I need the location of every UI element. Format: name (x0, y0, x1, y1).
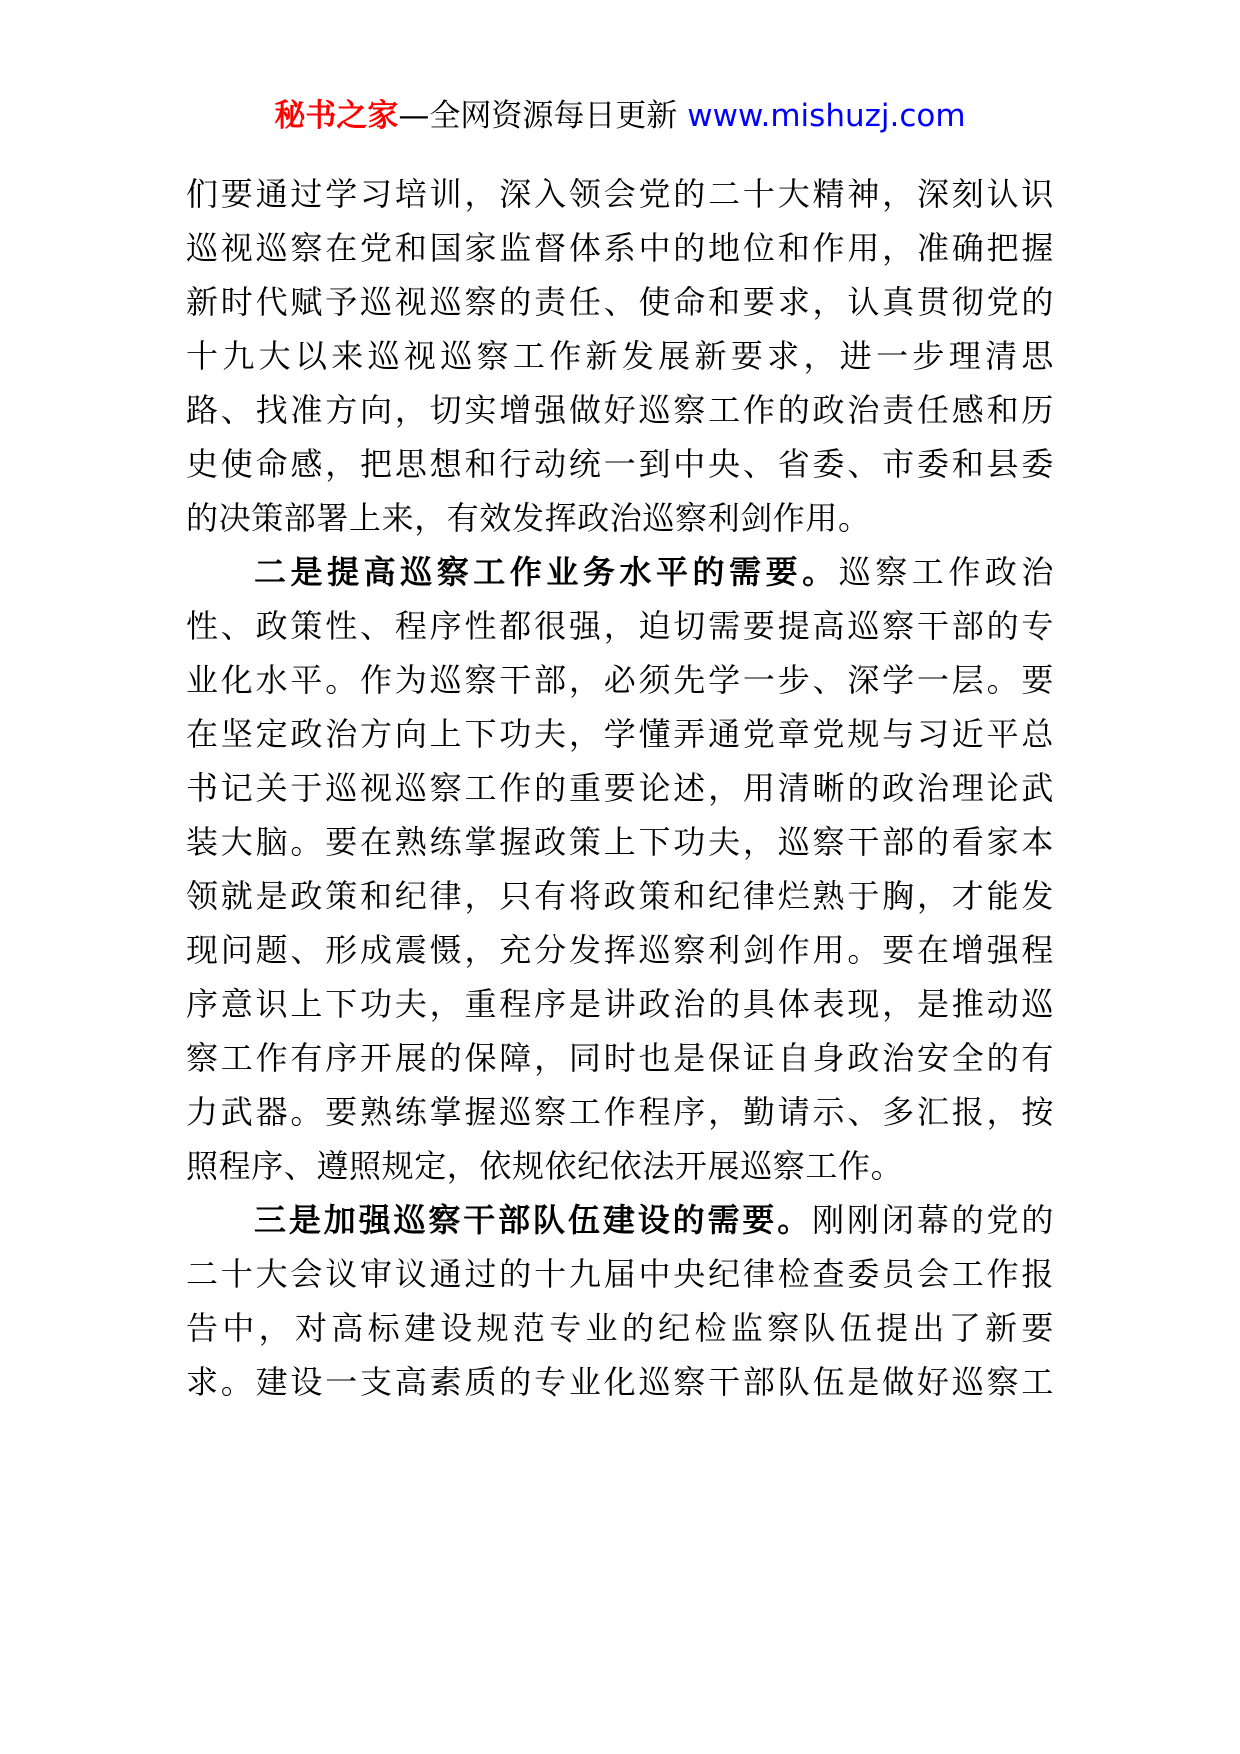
text-line-12: 书记关于巡视巡察工作的重要论述，用清晰的政治理论武 (186, 769, 1054, 807)
text-line-1: 们要通过学习培训，深入领会党的二十大精神，深刻认识 (186, 175, 1054, 213)
paragraph-3-first-line: 三是加强巡察干部队伍建设的需要。刚刚闭幕的党的 (254, 1201, 1054, 1239)
text-line-6: 史使命感，把思想和行动统一到中央、省委、市委和县委 (186, 445, 1054, 483)
text-line-2: 巡视巡察在党和国家监督体系中的地位和作用，准确把握 (186, 229, 1054, 267)
text-line-15: 现问题、形成震慑，充分发挥巡察利剑作用。要在增强程 (186, 931, 1054, 969)
text-line-11: 在坚定政治方向上下功夫，学懂弄通党章党规与习近平总 (186, 715, 1054, 753)
text-line-14: 领就是政策和纪律，只有将政策和纪律烂熟于胸，才能发 (186, 877, 1054, 915)
text-line-16: 序意识上下功夫，重程序是讲政治的具体表现，是推动巡 (186, 985, 1054, 1023)
text-line-4: 十九大以来巡视巡察工作新发展新要求，进一步理清思 (186, 337, 1054, 375)
site-url-link[interactable]: www.mishuzj.com (687, 98, 966, 134)
paragraph-2-first-line: 二是提高巡察工作业务水平的需要。巡察工作政治 (254, 553, 1054, 591)
page-header (0, 96, 1240, 136)
header-slogan: —全网资源每日更新 (398, 98, 678, 134)
text-line-3: 新时代赋予巡视巡察的责任、使命和要求，认真贯彻党的 (186, 283, 1054, 321)
text-line-17: 察工作有序开展的保障，同时也是保证自身政治安全的有 (186, 1039, 1054, 1077)
text-line-18: 力武器。要熟练掌握巡察工作程序，勤请示、多汇报，按 (186, 1093, 1054, 1131)
text-line-21: 二十大会议审议通过的十九届中央纪律检查委员会工作报 (186, 1255, 1054, 1293)
text-line-13: 装大脑。要在熟练掌握政策上下功夫，巡察干部的看家本 (186, 823, 1054, 861)
text-line-7: 的决策部署上来，有效发挥政治巡察利剑作用。 (186, 499, 871, 537)
text-line-19: 照程序、遵照规定，依规依纪依法开展巡察工作。 (186, 1147, 904, 1185)
section-heading-2: 二是提高巡察工作业务水平的需要。 (254, 553, 839, 591)
section-heading-3: 三是加强巡察干部队伍建设的需要。 (254, 1201, 813, 1239)
text-line-9: 性、政策性、程序性都很强，迫切需要提高巡察干部的专 (186, 607, 1054, 645)
text-line-10: 业化水平。作为巡察干部，必须先学一步、深学一层。要 (186, 661, 1054, 699)
text-line-22: 告中，对高标建设规范专业的纪检监察队伍提出了新要 (186, 1309, 1054, 1347)
text-line-23: 求。建设一支高素质的专业化巡察干部队伍是做好巡察工 (186, 1363, 1054, 1401)
brand-name: 秘书之家 (274, 98, 399, 134)
text-line-5: 路、找准方向，切实增强做好巡察工作的政治责任感和历 (186, 391, 1054, 429)
